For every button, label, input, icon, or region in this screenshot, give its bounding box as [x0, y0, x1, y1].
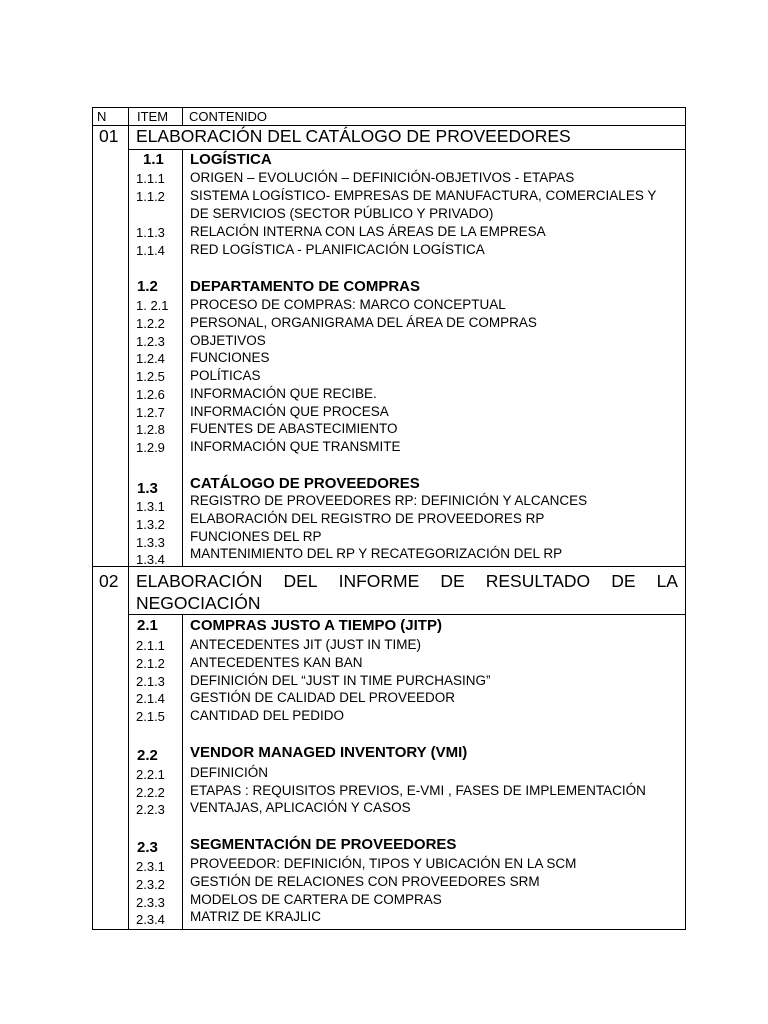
item-text: DEFINICIÓN: [190, 765, 269, 780]
subsection-title: LOGÍSTICA: [190, 151, 272, 168]
section-02-title-divider: [128, 614, 686, 615]
header-contenido: CONTENIDO: [189, 109, 267, 124]
item-text: PERSONAL, ORGANIGRAMA DEL ÁREA DE COMPRAS: [190, 315, 537, 330]
item-number: 2.1.2: [136, 656, 165, 671]
item-text-continued: DE SERVICIOS (SECTOR PÚBLICO Y PRIVADO): [190, 206, 494, 221]
item-number: 2.2.3: [136, 802, 165, 817]
item-number: 1.1.4: [136, 243, 165, 258]
subsection-title: VENDOR MANAGED INVENTORY (VMI): [190, 744, 468, 761]
item-number: 1.3.1: [136, 499, 165, 514]
item-text: FUENTES DE ABASTECIMIENTO: [190, 421, 398, 436]
item-number: 1.2.3: [136, 334, 165, 349]
item-number: 2.3.1: [136, 859, 165, 874]
item-text: PROVEEDOR: DEFINICIÓN, TIPOS Y UBICACIÓN EN LA SCM: [190, 856, 577, 871]
subsection-title: CATÁLOGO DE PROVEEDORES: [190, 475, 420, 492]
subsection-title: DEPARTAMENTO DE COMPRAS: [190, 278, 421, 295]
column-divider-item-section-02: [182, 614, 183, 930]
item-number: 1.3.4: [136, 552, 165, 567]
item-number: 2.1.4: [136, 691, 165, 706]
item-text: VENTAJAS, APLICACIÓN Y CASOS: [190, 800, 411, 815]
item-number: 2.1.1: [136, 638, 165, 653]
item-text: RELACIÓN INTERNA CON LAS ÁREAS DE LA EMPRESA: [190, 224, 546, 239]
subsection-number: 1.2: [137, 278, 158, 295]
subsection-number: 1.1: [143, 151, 164, 168]
item-text: ELABORACIÓN DEL REGISTRO DE PROVEEDORES RP: [190, 511, 545, 526]
section-01-title-divider: [128, 149, 686, 150]
item-text: GESTIÓN DE RELACIONES CON PROVEEDORES SRM: [190, 874, 540, 889]
item-text: FUNCIONES DEL RP: [190, 529, 322, 544]
item-number: 1.3.2: [136, 517, 165, 532]
item-text: DEFINICIÓN DEL “JUST IN TIME PURCHASING”: [190, 673, 491, 688]
item-text: PROCESO DE COMPRAS: MARCO CONCEPTUAL: [190, 297, 506, 312]
section-title-word: RESULTADO: [485, 571, 591, 591]
item-text: ETAPAS : REQUISITOS PREVIOS, E-VMI , FASES DE IMPLEMENTACIÓN: [190, 783, 646, 798]
item-number: 2.1.3: [136, 674, 165, 689]
subsection-title: COMPRAS JUSTO A TIEMPO (JITP): [190, 617, 442, 634]
item-text: MODELOS DE CARTERA DE COMPRAS: [190, 892, 442, 907]
column-divider-item-section-01: [182, 149, 183, 566]
section-title-line-1: [136, 573, 678, 591]
section-title-word: DE: [440, 571, 465, 591]
item-number: 1.2.9: [136, 440, 165, 455]
header-n: N: [97, 109, 107, 124]
section-divider: [92, 566, 686, 567]
item-number: 1.2.5: [136, 369, 165, 384]
item-text: SISTEMA LOGÍSTICO- EMPRESAS DE MANUFACTURA, COMERCIALES Y: [190, 188, 657, 203]
item-text: POLÍTICAS: [190, 368, 261, 383]
item-number: 1.2.4: [136, 351, 165, 366]
subsection-title: SEGMENTACIÓN DE PROVEEDORES: [190, 836, 457, 853]
item-number: 2.2.1: [136, 767, 165, 782]
column-divider-item-header: [182, 107, 183, 125]
item-number: 1.2.7: [136, 405, 165, 420]
item-number: 2.3.4: [136, 912, 165, 927]
item-text: OBJETIVOS: [190, 333, 266, 348]
section-title-word: LA: [656, 571, 678, 591]
item-text: MATRIZ DE KRAJLIC: [190, 909, 322, 924]
item-text: INFORMACIÓN QUE PROCESA: [190, 404, 389, 419]
item-text: GESTIÓN DE CALIDAD DEL PROVEEDOR: [190, 690, 456, 705]
item-number: 1.1.1: [136, 171, 165, 186]
item-text: INFORMACIÓN QUE TRANSMITE: [190, 439, 401, 454]
header-item: ITEM: [137, 109, 169, 124]
section-title-word: DE: [611, 571, 636, 591]
item-text: ANTECEDENTES JIT (JUST IN TIME): [190, 637, 422, 652]
section-number: 02: [99, 571, 119, 591]
item-text: FUNCIONES: [190, 350, 270, 365]
item-number: 1.2.6: [136, 387, 165, 402]
item-number: 1.1.2: [136, 189, 165, 204]
item-number: 1.3.3: [136, 535, 165, 550]
section-title-line-2: NEGOCIACIÓN: [136, 593, 261, 613]
item-text: ANTECEDENTES KAN BAN: [190, 655, 363, 670]
item-text: MANTENIMIENTO DEL RP Y RECATEGORIZACIÓN DEL RP: [190, 546, 563, 561]
item-number: 1.1.3: [136, 225, 165, 240]
item-text: RED LOGÍSTICA - PLANIFICACIÓN LOGÍSTICA: [190, 242, 485, 257]
section-title: ELABORACIÓN DEL CATÁLOGO DE PROVEEDORES: [136, 126, 571, 146]
section-title-word: ELABORACIÓN: [136, 571, 263, 591]
item-number: 1. 2.1: [136, 298, 169, 313]
section-number: 01: [99, 126, 119, 146]
subsection-number: 2.3: [137, 839, 158, 856]
item-text: ORIGEN – EVOLUCIÓN – DEFINICIÓN-OBJETIVOS - ETAPAS: [190, 170, 575, 185]
subsection-number: 1.3: [137, 480, 158, 497]
item-number: 2.3.3: [136, 895, 165, 910]
item-number: 2.2.2: [136, 785, 165, 800]
item-number: 1.2.8: [136, 422, 165, 437]
section-title-word: INFORME: [338, 571, 420, 591]
item-text: INFORMACIÓN QUE RECIBE.: [190, 386, 377, 401]
section-title-word: DEL: [283, 571, 318, 591]
subsection-number: 2.1: [137, 617, 158, 634]
item-text: CANTIDAD DEL PEDIDO: [190, 708, 345, 723]
item-number: 2.3.2: [136, 877, 165, 892]
item-number: 2.1.5: [136, 709, 165, 724]
column-divider-n: [128, 107, 129, 930]
item-number: 1.2.2: [136, 316, 165, 331]
subsection-number: 2.2: [137, 747, 158, 764]
item-text: REGISTRO DE PROVEEDORES RP: DEFINICIÓN Y ALCANCES: [190, 493, 588, 508]
